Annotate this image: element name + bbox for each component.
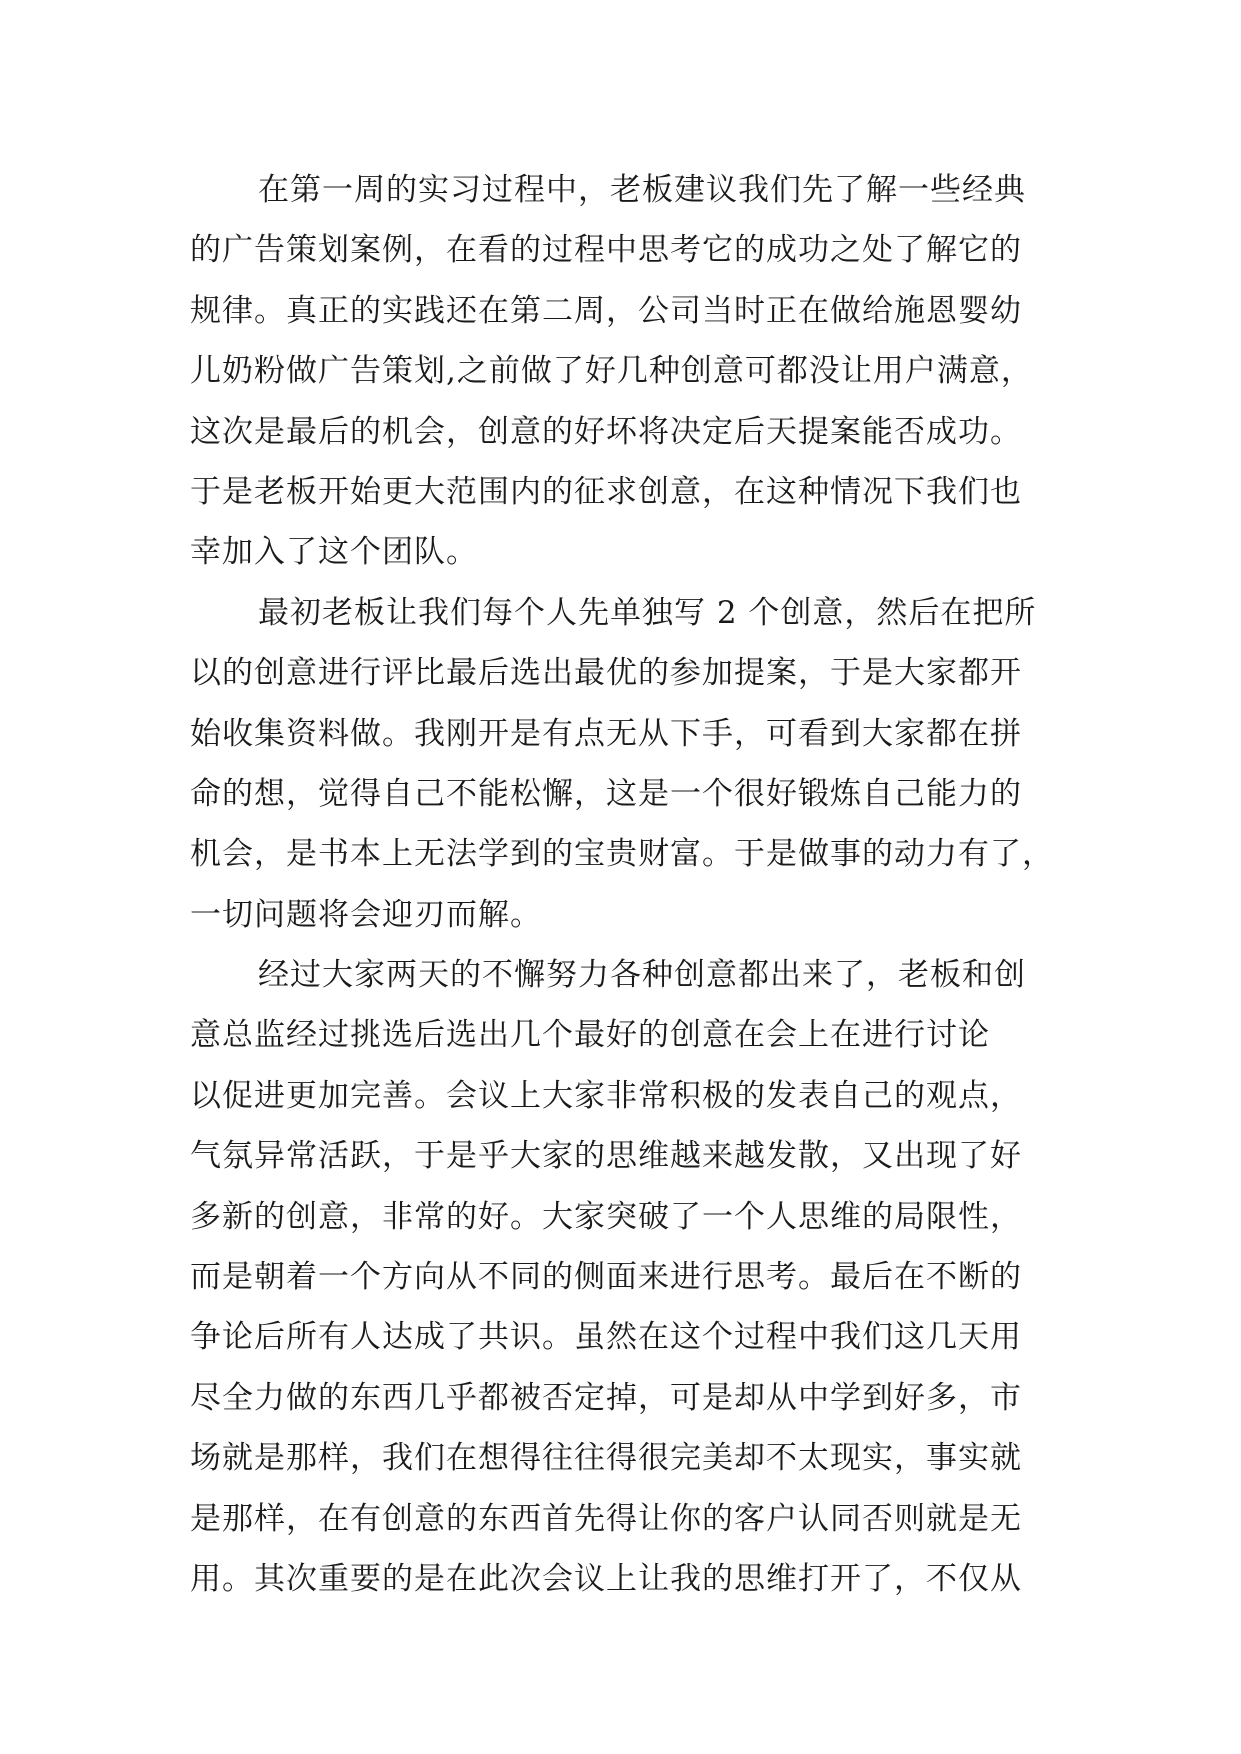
text-line: 场就是那样，我们在想得往往得很完美却不太现实，事实就 (190, 1440, 1022, 1477)
text-line: 儿奶粉做广告策划,之前做了好几种创意可都没让用户满意， (190, 353, 1033, 390)
text-line: 这次是最后的机会，创意的好坏将决定后天提案能否成功。 (190, 413, 1022, 450)
text-line: 多新的创意，非常的好。大家突破了一个人思维的局限性， (190, 1198, 1022, 1235)
paragraph-1 (190, 160, 1070, 583)
text-line: 规律。真正的实践还在第二周，公司当时正在做给施恩婴幼 (190, 292, 1022, 329)
text-line: 尽全力做的东西几乎都被否定掉，可是却从中学到好多，市 (190, 1379, 1022, 1416)
text-line: 命的想，觉得自己不能松懈，这是一个很好锻炼自己能力的 (190, 775, 1022, 812)
text-line: 幸加入了这个团队。 (190, 534, 478, 571)
text-line: 而是朝着一个方向从不同的侧面来进行思考。最后在不断的 (190, 1259, 1022, 1296)
text-line: 于是老板开始更大范围内的征求创意，在这种情况下我们也 (190, 473, 1022, 510)
text-line: 是那样，在有创意的东西首先得让你的客户认同否则就是无 (190, 1500, 1022, 1537)
text-line: 一切问题将会迎刃而解。 (190, 896, 542, 933)
text-line: 用。其次重要的是在此次会议上让我的思维打开了，不仅从 (190, 1560, 1022, 1597)
text-line: 在第一周的实习过程中，老板建议我们先了解一些经典 (258, 172, 1026, 208)
text-line: 机会，是书本上无法学到的宝贵财富。于是做事的动力有了， (190, 836, 1054, 873)
text-line: 以的创意进行评比最后选出最优的参加提案，于是大家都开 (190, 655, 1022, 692)
text-line: 争论后所有人达成了共识。虽然在这个过程中我们这几天用 (190, 1319, 1022, 1356)
text-line: 气氛异常活跃，于是乎大家的思维越来越发散，又出现了好 (190, 1138, 1022, 1175)
text-line: 以促进更加完善。会议上大家非常积极的发表自己的观点， (190, 1077, 1022, 1114)
paragraph-3 (190, 945, 1070, 1609)
document-body (190, 160, 1070, 1609)
text-line: 意总监经过挑选后选出几个最好的创意在会上在进行讨论 (190, 1017, 990, 1054)
text-line: 始收集资料做。我刚开是有点无从下手，可看到大家都在拼 (190, 715, 1022, 752)
text-line: 最初老板让我们每个人先单独写 2 个创意，然后在把所 (258, 594, 1037, 631)
text-line: 经过大家两天的不懈努力各种创意都出来了，老板和创 (258, 957, 1026, 994)
paragraph-2 (190, 583, 1070, 945)
text-line: 的广告策划案例，在看的过程中思考它的成功之处了解它的 (190, 232, 1022, 269)
